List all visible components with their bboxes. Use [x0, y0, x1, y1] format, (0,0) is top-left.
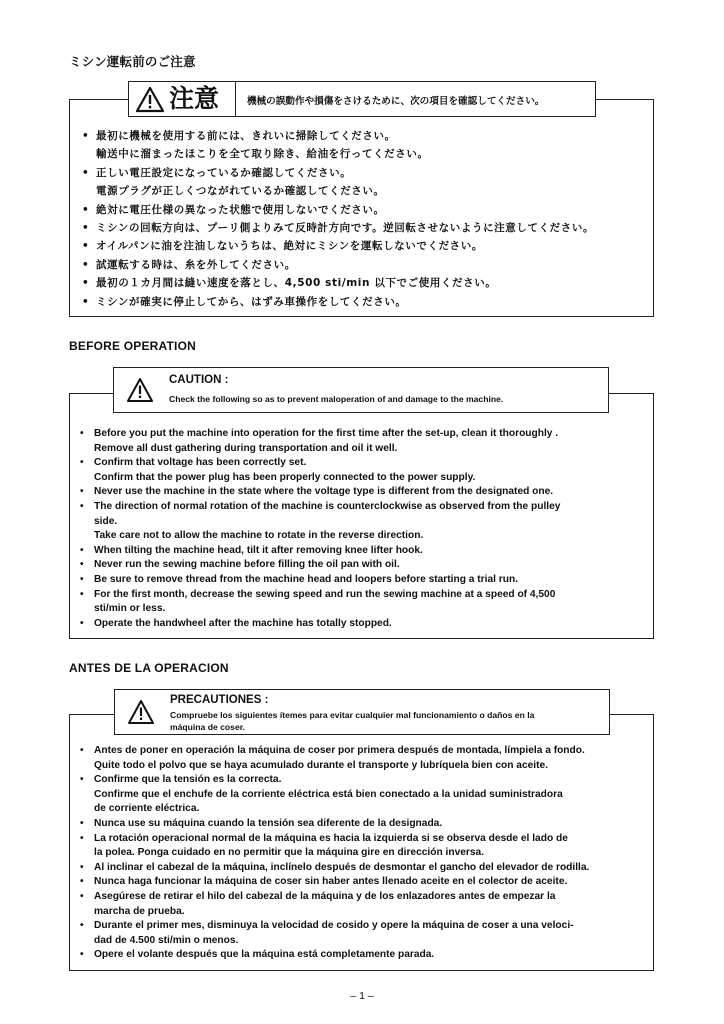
bullet-icon: •	[80, 588, 84, 600]
bullet-icon: •	[82, 240, 90, 253]
es-item-text: Opere el volante después que la máquina está completamente parada.	[94, 949, 435, 961]
warning-icon	[135, 86, 165, 113]
jp-caution-note: 機械の誤動作や損傷をさけるために、次の項目を確認してください。	[247, 96, 545, 107]
jp-list-item	[82, 256, 647, 274]
en-list-item	[80, 427, 648, 456]
es-list-item	[80, 919, 650, 948]
en-item-text: Before you put the machine into operation for the first time after the set-up, clean it thoroughly .	[94, 428, 559, 439]
en-item-text: Confirm that voltage has been correctly set.	[94, 457, 307, 469]
jp-list-item	[82, 274, 647, 292]
en-caution-header	[113, 367, 609, 413]
es-item-text: La rotación operacional normal de la máquina es hacia la izquierda si se observa desde el lado de	[94, 832, 568, 844]
bullet-icon: •	[80, 544, 84, 556]
jp-caution-list	[82, 127, 647, 311]
jp-list-item	[82, 201, 647, 219]
en-list-item	[80, 617, 648, 632]
es-list-item	[80, 875, 650, 890]
jp-item-text: オイルパンに油を注油しないうちは、絶対にミシンを運転しないでください。	[96, 240, 483, 253]
es-item-text: marcha de prueba.	[94, 905, 185, 917]
jp-item-text: 正しい電圧設定になっているか確認してください。	[96, 166, 352, 179]
en-caution-list	[80, 427, 648, 631]
jp-item-text: 最初に機械を使用する前には、きれいに掃除してください。	[96, 130, 396, 142]
en-list-item	[80, 485, 648, 500]
es-caution-label: PRECAUTIONES :	[170, 694, 269, 706]
jp-item-text: 輸送中に溜まったほこりを全て取り除き、給油を行ってください。	[96, 148, 429, 161]
es-list-item	[80, 861, 650, 876]
jp-item-text: 絶対に電圧仕様の異なった状態で使用しないでください。	[96, 203, 385, 216]
page-number: – 1 –	[350, 990, 374, 1002]
en-item-text: When tilting the machine head, tilt it after removing knee lifter hook.	[94, 544, 423, 556]
es-caution-note-line2: máquina de coser.	[170, 722, 245, 732]
en-item-text: side.	[94, 515, 118, 527]
bullet-icon: •	[80, 745, 84, 756]
es-item-text: Antes de poner en operación la máquina de coser por primera después de montada, límpiela a fondo.	[94, 745, 585, 756]
jp-item-text: 電源プラグが正しくつながれているか確認してください。	[96, 185, 385, 198]
bullet-icon: •	[80, 890, 84, 902]
jp-item-text: ミシンの回転方向は、プーリ側よりみて反時計方向です。逆回転させないように注意してください。	[96, 222, 595, 235]
bullet-icon: •	[82, 130, 90, 142]
jp-caution-label: 注意	[169, 84, 220, 113]
es-list-item	[80, 744, 650, 773]
es-list-item	[80, 773, 650, 817]
bullet-icon: •	[80, 428, 84, 439]
es-list-item	[80, 832, 650, 861]
en-item-text: Never run the sewing machine before filling the oil pan with oil.	[94, 559, 400, 571]
warning-icon	[127, 699, 155, 725]
bullet-icon: •	[80, 573, 84, 585]
es-section-title: ANTES DE LA OPERACION	[69, 661, 229, 675]
jp-list-item	[82, 219, 647, 237]
en-item-text: Confirm that the power plug has been properly connected to the power supply.	[94, 471, 476, 483]
jp-list-item	[82, 127, 647, 164]
en-item-text: The direction of normal rotation of the machine is counterclockwise as observed from the pulley	[94, 500, 561, 512]
jp-caution-box	[69, 99, 654, 317]
es-item-text: Confirme que el enchufe de la corriente eléctrica está bien conectado a la unidad suministradora	[94, 788, 563, 800]
bullet-icon: •	[82, 295, 90, 308]
bullet-icon: •	[82, 203, 90, 216]
bullet-icon: •	[80, 486, 84, 498]
jp-item-text: 最初の１カ月間は縫い速度を落とし、4,500 sti/min 以下でご使用ください。	[96, 277, 497, 290]
en-item-text: Remove all dust gathering during transportation and oil it well.	[94, 442, 398, 454]
bullet-icon: •	[80, 617, 84, 629]
bullet-icon: •	[82, 258, 90, 271]
en-list-item	[80, 456, 648, 485]
es-item-text: la polea. Ponga cuidado en no permitir que la máquina gire en dirección inversa.	[94, 847, 485, 859]
warning-icon	[126, 377, 154, 403]
es-item-text: Quite todo el polvo que se haya acumulado durante el transporte y lubríquela bien con aceite.	[94, 759, 549, 771]
jp-section-title: ミシン運転前のご注意	[69, 54, 196, 69]
es-caution-list	[80, 744, 650, 963]
es-list-item	[80, 890, 650, 919]
en-caution-box	[69, 393, 654, 639]
es-list-item	[80, 948, 650, 963]
bullet-icon: •	[82, 166, 90, 179]
en-item-text: For the first month, decrease the sewing speed and run the sewing machine at a speed of 4,500	[94, 588, 556, 600]
bullet-icon: •	[80, 949, 84, 961]
jp-item-text: ミシンが確実に停止してから、はずみ車操作をしてください。	[96, 295, 407, 308]
jp-list-item	[82, 164, 647, 201]
en-caution-note: Check the following so as to prevent maloperation of and damage to the machine.	[169, 394, 504, 404]
es-item-text: Nunca haga funcionar la máquina de coser sin haber antes llenado aceite en el colector de aceite.	[94, 876, 568, 888]
bullet-icon: •	[80, 832, 84, 844]
jp-list-item	[82, 293, 647, 311]
en-item-text: Operate the handwheel after the machine has totally stopped.	[94, 617, 392, 629]
en-list-item	[80, 588, 648, 617]
jp-list-item	[82, 237, 647, 255]
bullet-icon: •	[80, 457, 84, 469]
en-list-item	[80, 573, 648, 588]
jp-label-box	[129, 82, 236, 116]
bullet-icon: •	[80, 861, 84, 873]
bullet-icon: •	[82, 222, 90, 235]
jp-caution-header	[128, 81, 596, 117]
en-item-text: Take care not to allow the machine to rotate in the reverse direction.	[94, 530, 424, 542]
en-list-item	[80, 500, 648, 544]
bullet-icon: •	[80, 920, 84, 932]
en-section-title: BEFORE OPERATION	[69, 339, 196, 353]
jp-item-text: 試運転する時は、糸を外してください。	[96, 258, 296, 271]
bullet-icon: •	[80, 817, 84, 829]
en-item-text: Be sure to remove thread from the machine head and loopers before starting a trial run.	[94, 573, 519, 585]
bullet-icon: •	[80, 774, 84, 786]
en-caution-label: CAUTION :	[169, 374, 229, 386]
bullet-icon: •	[82, 277, 90, 290]
es-caution-note-line1: Compruebe los siguientes ítemes para evitar cualquier mal funcionamiento o daños en la	[170, 710, 535, 720]
es-item-text: dad de 4.500 sti/min o menos.	[94, 934, 239, 946]
es-caution-header	[114, 689, 610, 735]
es-list-item	[80, 817, 650, 832]
es-item-text: Durante el primer mes, disminuya la velocidad de cosido y opere la máquina de coser a una veloci-	[94, 920, 574, 932]
en-list-item	[80, 558, 648, 573]
es-item-text: de corriente eléctrica.	[94, 803, 200, 815]
bullet-icon: •	[80, 500, 84, 512]
es-item-text: Confirme que la tensión es la correcta.	[94, 774, 282, 786]
es-caution-box	[69, 714, 654, 971]
bullet-icon: •	[80, 559, 84, 571]
en-item-text: sti/min or less.	[94, 603, 166, 615]
es-item-text: Al inclinar el cabezal de la máquina, inclínelo después de desmontar el gancho del elevador de rodilla.	[94, 861, 590, 873]
bullet-icon: •	[80, 876, 84, 888]
es-item-text: Asegúrese de retirar el hilo del cabezal de la máquina y de los enlazadores antes de empezar la	[94, 890, 556, 902]
en-item-text: Never use the machine in the state where the voltage type is different from the designated one.	[94, 486, 554, 498]
es-item-text: Nunca use su máquina cuando la tensión sea diferente de la designada.	[94, 817, 443, 829]
en-list-item	[80, 544, 648, 559]
